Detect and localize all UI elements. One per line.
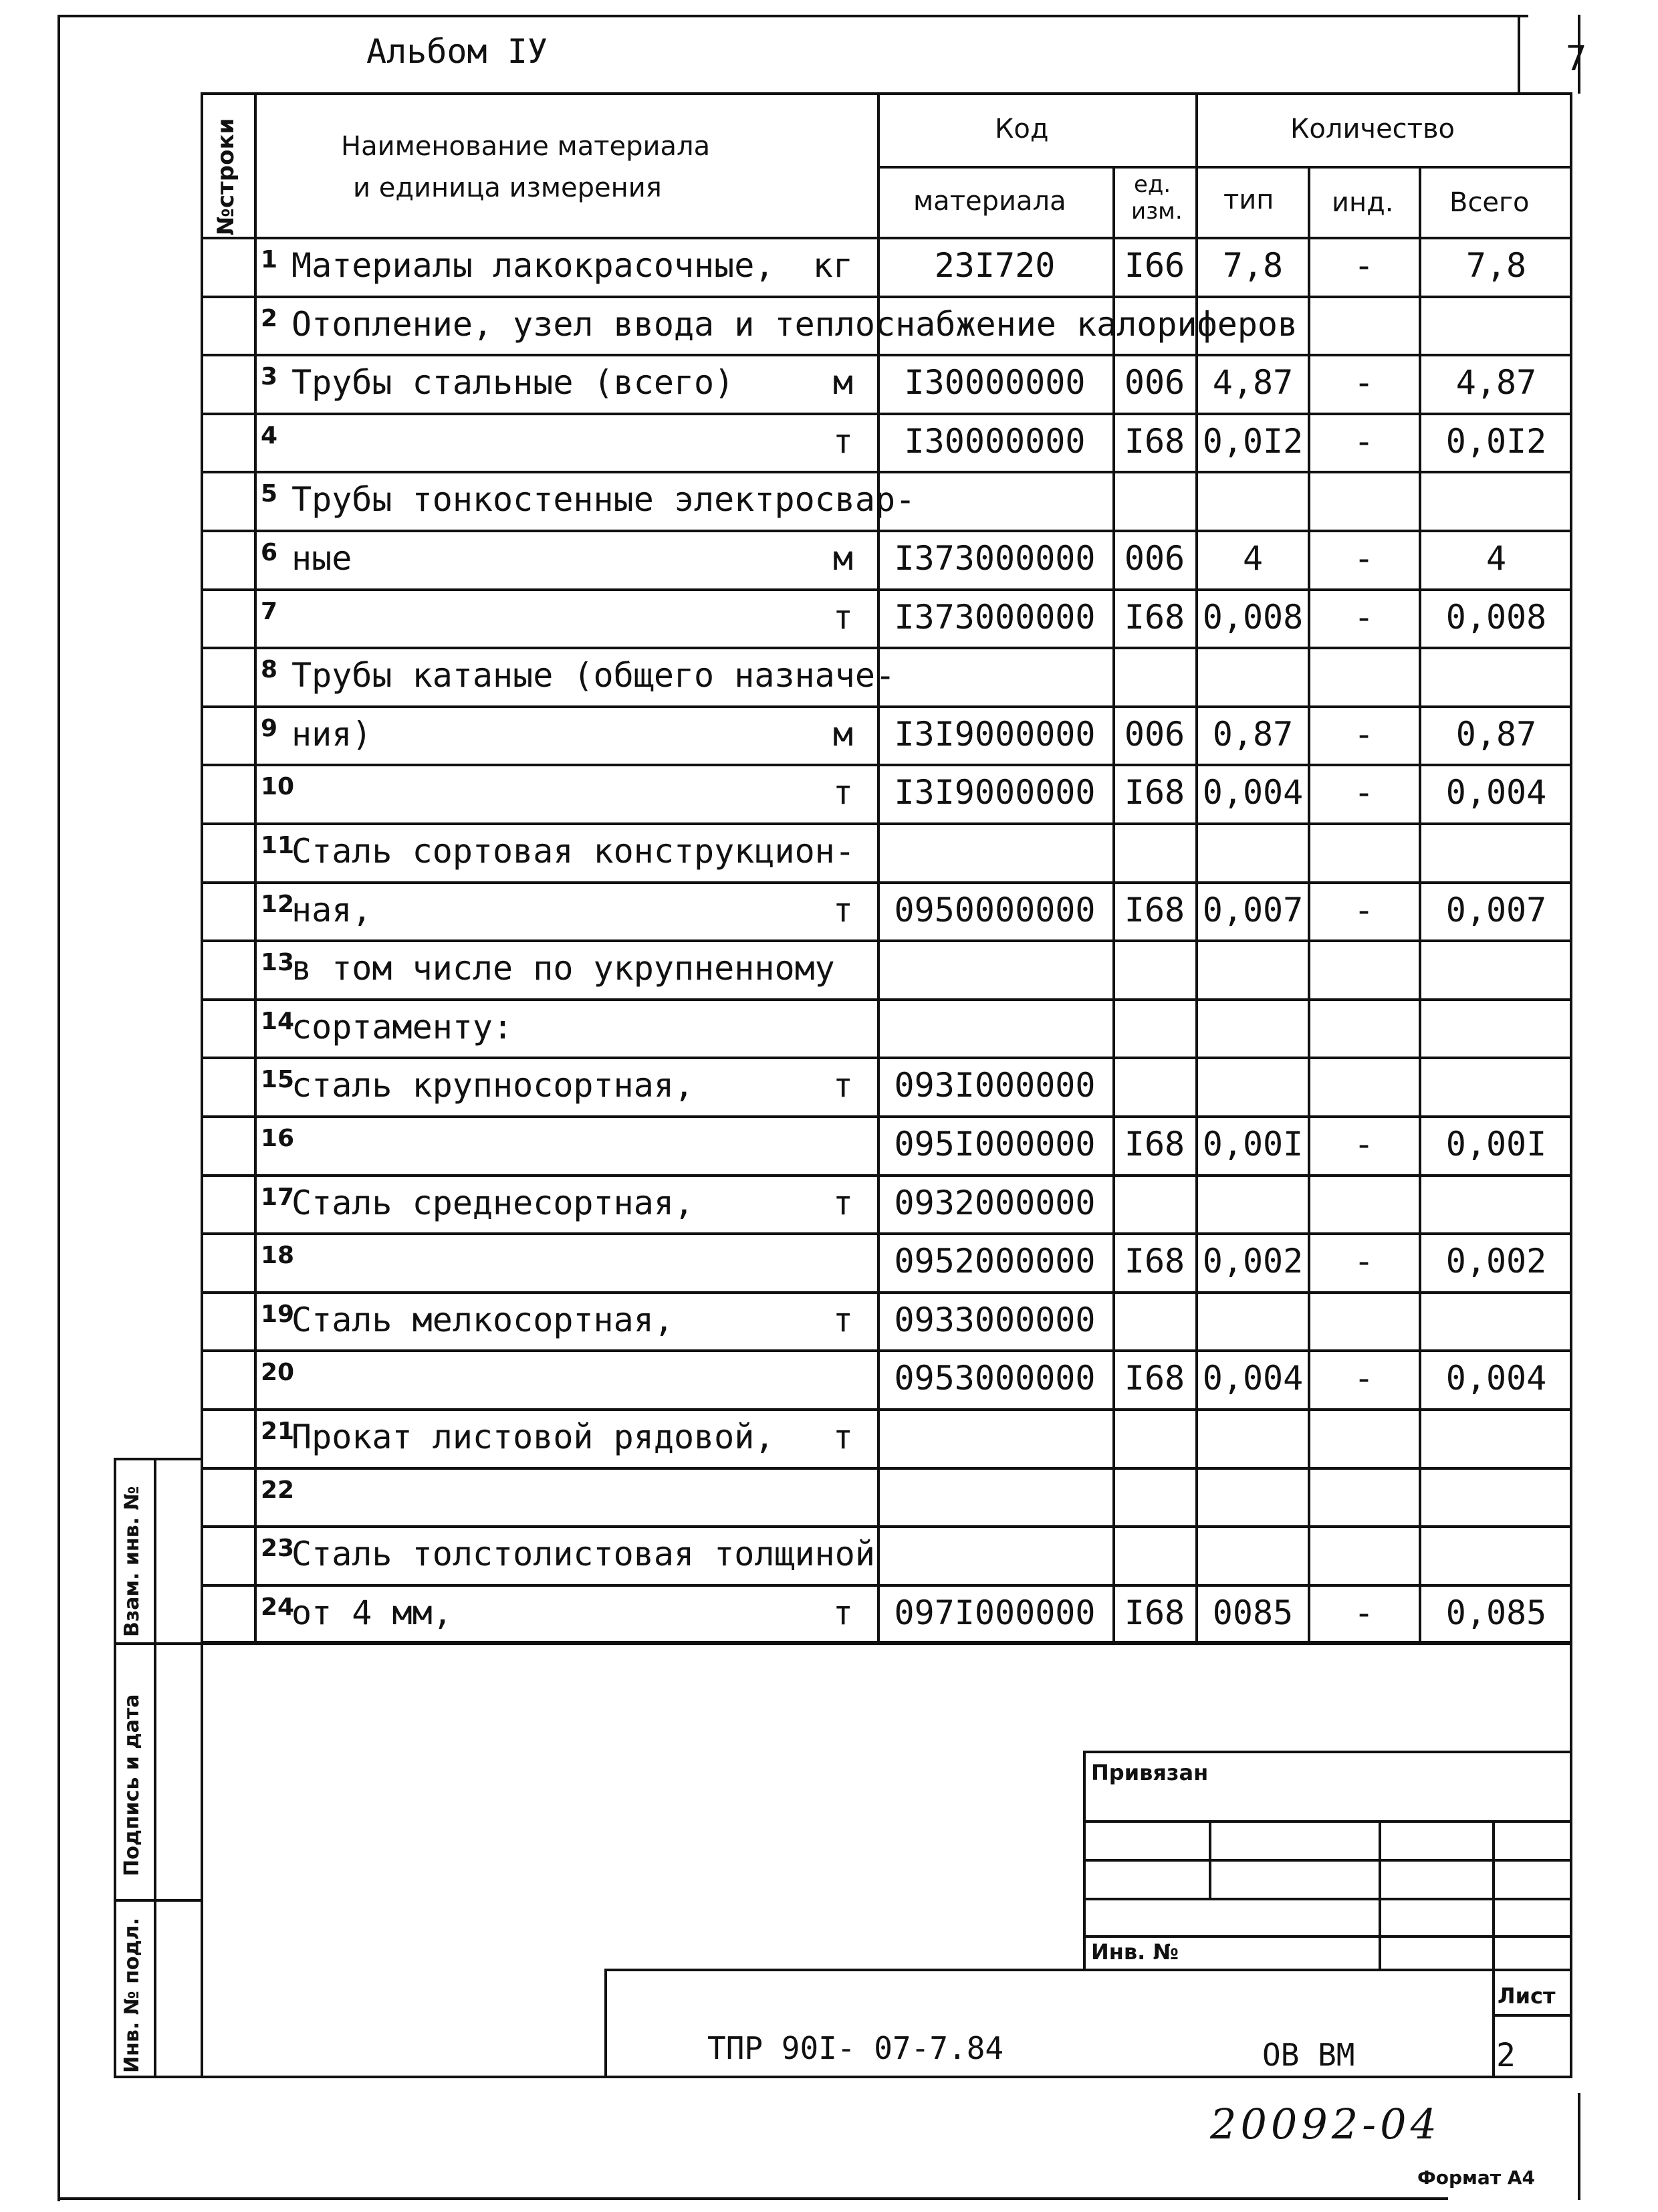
side-stamp-divider-1 [114, 1642, 203, 1645]
quantity-type: 0,87 [1212, 715, 1294, 754]
row-number: 15 [261, 1066, 295, 1093]
row-rule [201, 1349, 1572, 1352]
material-code: I3I9000000 [894, 773, 1096, 812]
material-name: Материалы лакокрасочные, [291, 246, 775, 285]
side-stamp-podpis-data: Подпись и дата [120, 1694, 144, 1876]
side-stamp-bottom [114, 2076, 203, 2078]
row-number: 4 [261, 422, 278, 449]
material-code: 0950000000 [894, 891, 1096, 929]
quantity-ind: - [1353, 1593, 1375, 1632]
material-name: Сталь сортовая конструкцион- [291, 832, 855, 871]
material-name: Сталь толстолистовая толщиной [291, 1535, 875, 1573]
material-name: Трубы катаные (общего назначе- [291, 656, 896, 695]
quantity-type: 0,0I2 [1202, 422, 1304, 461]
row-rule [201, 881, 1572, 884]
row-rule [201, 998, 1572, 1001]
unit-of-measure: кг [812, 246, 853, 285]
material-code: 0932000000 [894, 1184, 1096, 1222]
row-rule [201, 764, 1572, 766]
sheet-left-border [57, 15, 60, 2201]
unit-code: I68 [1124, 422, 1185, 461]
material-code: 093I000000 [894, 1066, 1096, 1105]
material-name: ная, [291, 891, 372, 929]
quantity-total: 0,002 [1445, 1242, 1547, 1281]
material-code-header: материала [913, 186, 1066, 217]
quantity-ind: - [1353, 246, 1375, 285]
quantity-type: 0,00I [1202, 1125, 1304, 1164]
quantity-ind: - [1353, 539, 1375, 578]
quantity-type: 4 [1242, 539, 1264, 578]
header-bottom-line [201, 237, 1572, 239]
row-number: 1 [261, 246, 278, 273]
row-rule [201, 1232, 1572, 1235]
handwritten-number: 20092-04 [1210, 2100, 1441, 2148]
row-rule [201, 1467, 1572, 1470]
material-name: Трубы тонкостенные электросвар- [291, 480, 916, 519]
unit-of-measure: т [832, 1184, 853, 1222]
unit-of-measure: т [832, 891, 853, 929]
unit-code: I68 [1124, 891, 1185, 929]
unit-code: I68 [1124, 1125, 1185, 1164]
album-title: Альбом IУ [366, 32, 548, 71]
name-column-header-line1: Наименование материала [341, 131, 711, 162]
row-number: 7 [261, 598, 278, 625]
unit-code: 006 [1124, 363, 1185, 402]
material-code: I373000000 [894, 598, 1096, 637]
sheet-label: Лист [1498, 1983, 1556, 2009]
material-code: 097I000000 [894, 1593, 1096, 1632]
name-column-header-line2: и единица измерения [353, 173, 662, 203]
row-rule [201, 471, 1572, 473]
privyazan-col-1 [1209, 1820, 1211, 1898]
row-rule [201, 1525, 1572, 1528]
unit-of-measure: т [832, 1593, 853, 1632]
unit-code: I68 [1124, 1593, 1185, 1632]
unit-code: 006 [1124, 715, 1185, 754]
unit-code: 006 [1124, 539, 1185, 578]
row-number: 10 [261, 773, 295, 800]
page-number-divider [1518, 15, 1520, 94]
quantity-type: 0,007 [1202, 891, 1304, 929]
material-name: Сталь мелкосортная, [291, 1301, 674, 1339]
side-stamp-divider-2 [114, 1899, 203, 1902]
row-number: 23 [261, 1535, 295, 1562]
row-rule [201, 588, 1572, 591]
unit-of-measure: м [832, 715, 853, 754]
row-rule [201, 647, 1572, 649]
privyazan-col-2 [1379, 1820, 1381, 1969]
quantity-type: 0085 [1212, 1593, 1294, 1632]
material-code: 0952000000 [894, 1242, 1096, 1281]
material-name: от 4 мм, [291, 1593, 453, 1632]
format-label: Формат А4 [1417, 2167, 1535, 2189]
row-rule [201, 939, 1572, 942]
quantity-column-header: Количество [1290, 114, 1455, 144]
quantity-ind: - [1353, 363, 1375, 402]
unit-code: I68 [1124, 1359, 1185, 1398]
material-name: Отопление, узел ввода и теплоснабжение калориферов [291, 305, 1298, 344]
quantity-total: 7,8 [1465, 246, 1527, 285]
sheet-number: 2 [1496, 2037, 1516, 2074]
row-rule [201, 1408, 1572, 1411]
row-rule [201, 296, 1572, 298]
row-rule [201, 530, 1572, 532]
unit-of-measure: т [832, 1066, 853, 1105]
quantity-type: 4,87 [1212, 363, 1294, 402]
unit-header-line1: ед. [1134, 171, 1171, 198]
sheet-top-border [57, 15, 1528, 17]
unit-of-measure: м [832, 539, 853, 578]
row-number: 14 [261, 1008, 295, 1035]
quantity-total: 0,87 [1455, 715, 1537, 754]
material-code: I373000000 [894, 539, 1096, 578]
title-block-sheet-divider [1492, 1969, 1495, 2077]
quantity-ind: - [1353, 773, 1375, 812]
row-number: 21 [261, 1418, 295, 1445]
quantity-ind: - [1353, 1125, 1375, 1164]
material-name: сталь крупносортная, [291, 1066, 695, 1105]
unit-of-measure: м [832, 363, 853, 402]
material-name: Прокат листовой рядовой, [291, 1418, 775, 1456]
material-code: 095I000000 [894, 1125, 1096, 1164]
quantity-type: 0,004 [1202, 1359, 1304, 1398]
row-number: 9 [261, 715, 278, 742]
side-stamp-inner-divider [154, 1458, 156, 2077]
type-header: тип [1223, 185, 1274, 215]
row-number: 16 [261, 1125, 295, 1152]
quantity-ind: - [1353, 1242, 1375, 1281]
unit-code: I68 [1124, 773, 1185, 812]
row-number: 11 [261, 832, 295, 859]
row-rule [201, 354, 1572, 356]
quantity-ind: - [1353, 891, 1375, 929]
unit-of-measure: т [832, 1301, 853, 1339]
material-name: Сталь среднесортная, [291, 1184, 695, 1222]
total-header: Всего [1449, 187, 1530, 218]
unit-of-measure: т [832, 422, 853, 461]
material-name: ния) [291, 715, 372, 754]
sheet-right-border-lower [1578, 2093, 1580, 2200]
unit-of-measure: т [832, 598, 853, 637]
sheet-bottom-border [57, 2197, 1448, 2200]
material-name: в том числе по укрупненному [291, 949, 835, 988]
row-number: 13 [261, 949, 295, 976]
page-number: 7 [1566, 39, 1587, 79]
col-divider-rowno [254, 92, 257, 1644]
quantity-type: 7,8 [1222, 246, 1284, 285]
quantity-ind: - [1353, 1359, 1375, 1398]
title-block-sheet-line [1492, 2014, 1572, 2017]
privyazan-line-4 [1083, 1935, 1572, 1938]
row-rule [201, 1115, 1572, 1118]
privyazan-label: Привязан [1091, 1760, 1209, 1785]
row-number: 22 [261, 1476, 295, 1504]
row-number: 12 [261, 891, 295, 918]
privyazan-line-1 [1083, 1820, 1572, 1823]
quantity-type: 0,002 [1202, 1242, 1304, 1281]
row-number-header: №строки [213, 118, 239, 235]
row-number: 5 [261, 480, 278, 508]
quantity-ind: - [1353, 422, 1375, 461]
row-rule [201, 1291, 1572, 1294]
material-name: сортаменту: [291, 1008, 513, 1046]
quantity-total: 0,00I [1445, 1125, 1547, 1164]
quantity-ind: - [1353, 598, 1375, 637]
material-code: 23I720 [934, 246, 1056, 285]
row-number: 17 [261, 1184, 295, 1211]
code-column-header: Код [995, 114, 1049, 144]
inv-no-label: Инв. № [1091, 1939, 1179, 1965]
unit-of-measure: т [832, 1418, 853, 1456]
row-rule [201, 1584, 1572, 1587]
quantity-type: 0,008 [1202, 598, 1304, 637]
material-code: I30000000 [904, 422, 1086, 461]
material-name: ные [291, 539, 352, 578]
document-mark: ОВ ВМ [1262, 2037, 1355, 2073]
quantity-type: 0,004 [1202, 773, 1304, 812]
row-number: 8 [261, 656, 278, 683]
privyazan-line-3 [1083, 1898, 1572, 1900]
material-code: 0933000000 [894, 1301, 1096, 1339]
row-number: 19 [261, 1301, 295, 1328]
unit-code: I68 [1124, 1242, 1185, 1281]
privyazan-col-3 [1492, 1820, 1495, 1969]
row-number: 20 [261, 1359, 295, 1386]
unit-of-measure: т [832, 773, 853, 812]
quantity-total: 4,87 [1455, 363, 1537, 402]
ind-header: инд. [1332, 187, 1394, 218]
quantity-total: 0,085 [1445, 1593, 1547, 1632]
quantity-total: 0,008 [1445, 598, 1547, 637]
row-rule [201, 705, 1572, 708]
row-number: 3 [261, 363, 278, 391]
unit-code: I68 [1124, 598, 1185, 637]
unit-code: I66 [1124, 246, 1185, 285]
header-subline [877, 166, 1572, 169]
quantity-total: 0,0I2 [1445, 422, 1547, 461]
privyazan-line-2 [1083, 1859, 1572, 1862]
row-number: 18 [261, 1242, 295, 1269]
material-code: I3I9000000 [894, 715, 1096, 754]
side-stamp-inv-podl: Инв. № подл. [120, 1917, 144, 2073]
quantity-ind: - [1353, 715, 1375, 754]
material-name: Трубы стальные (всего) [291, 363, 735, 402]
row-rule [201, 822, 1572, 825]
row-number: 2 [261, 305, 278, 332]
quantity-total: 0,004 [1445, 1359, 1547, 1398]
quantity-total: 0,007 [1445, 891, 1547, 929]
material-code: I30000000 [904, 363, 1086, 402]
lower-panel-left [201, 1644, 203, 2077]
document-code: ТПР 90I- 07-7.84 [707, 2030, 1004, 2066]
row-rule [201, 1174, 1572, 1177]
unit-header-line2: изм. [1131, 198, 1183, 225]
side-stamp-vzam-inv: Взам. инв. № [120, 1486, 144, 1637]
material-code: 0953000000 [894, 1359, 1096, 1398]
row-rule [201, 1057, 1572, 1059]
quantity-total: 0,004 [1445, 773, 1547, 812]
row-rule [201, 413, 1572, 415]
row-rule [201, 1642, 1572, 1645]
quantity-total: 4 [1486, 539, 1507, 578]
row-number: 24 [261, 1593, 295, 1621]
row-number: 6 [261, 539, 278, 566]
